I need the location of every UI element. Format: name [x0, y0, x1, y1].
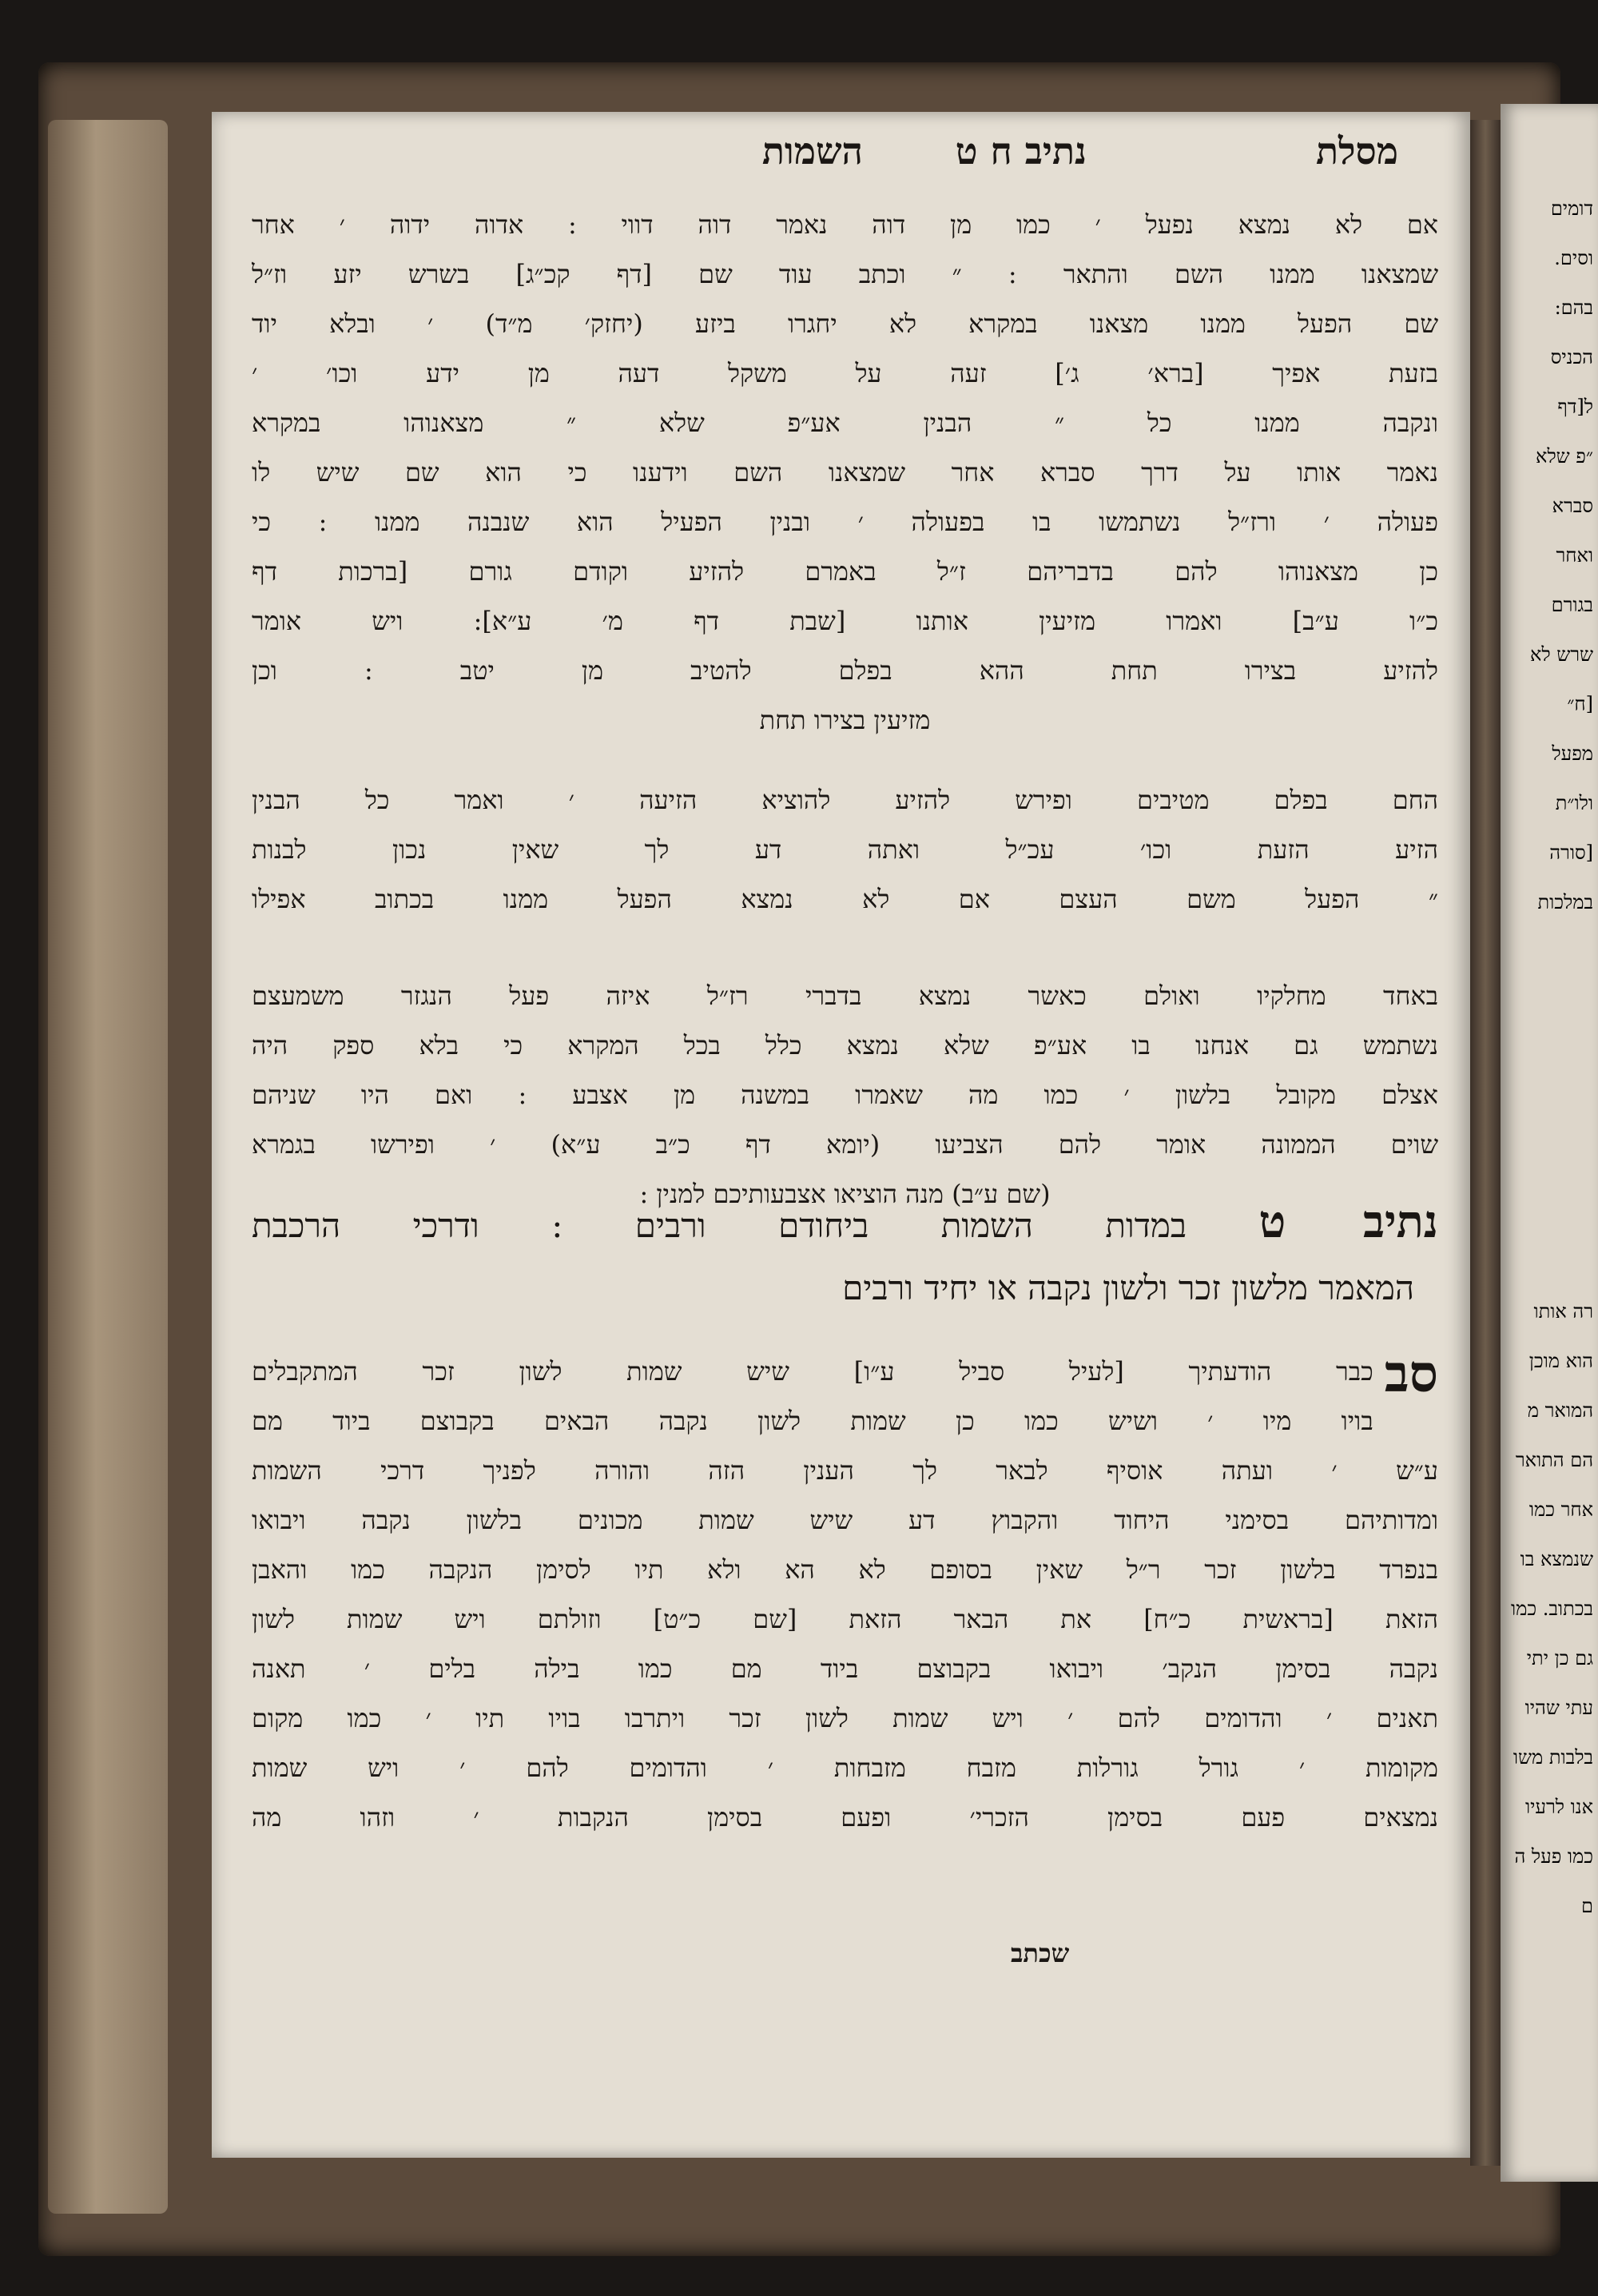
text-line: פעולה ׳ ורז״ל נשתמשו בו בפעולה ׳ ובנין הפעיל הוא שנבנה ממנו : כי	[252, 507, 1438, 537]
text-line: להזיע בצירו תחת ההא בפלם להטיב מן יטב : וכן	[252, 655, 1438, 686]
text-line: אם לא נמצא נפעל ׳ כמו מן דוה נאמר דוה דווי : אדוה ידוה ׳ אחר	[252, 209, 1438, 240]
header-right: מסלת	[1315, 129, 1398, 173]
fragment-line: בהם:	[1554, 296, 1593, 319]
chapter-heading-row	[252, 1191, 1438, 1257]
fragment-line: הוא מוכן	[1528, 1350, 1593, 1372]
chapter-title-1: במדות השמות ביחודם ורבים : ודרכי הרכבת	[252, 1206, 1187, 1245]
fragment-line: [סורה	[1549, 842, 1593, 864]
fragment-line: בלבות משו	[1513, 1746, 1593, 1769]
text-line: שם הפעל ממנו מצאנו במקרא לא יחגרו ביזע (יחזק׳ מ״ד) ׳ ובלא יוד	[252, 308, 1438, 339]
text-line: ומדותיהם בסימני היחוד והקבוץ דע שיש שמות מכונים בלשון נקבה ויבואו	[252, 1505, 1438, 1535]
text-line: (שם ע״ב) מנה הוציאו אצבעותיכם למנין :	[639, 1179, 1051, 1209]
text-line: בזעת אפיך [ברא׳ ג׳] זעה על משקל דעה מן ידע וכו׳ ׳	[252, 358, 1438, 388]
fragment-line: בכתוב. כמו	[1511, 1598, 1593, 1620]
fragment-line: שנמצא בו	[1520, 1548, 1593, 1570]
fragment-line: אנו לרעיו	[1524, 1796, 1593, 1818]
fragment-line: המואר מ	[1527, 1399, 1593, 1422]
fragment-line: הכניס	[1550, 346, 1593, 368]
text-line: שמצאנו ממנו השם והתאר : ״ וכתב עוד שם [דף קכ״ג] בשרש יזע וז״ל	[252, 259, 1438, 289]
fragment-line: שרש לא	[1529, 643, 1593, 666]
text-line: נמצאים פעם בסימן הזכרי׳ ופעם בסימן הנקבות ׳ וזהו מה	[252, 1802, 1438, 1832]
right-page-fragment	[1501, 104, 1598, 2182]
text-block-4	[252, 1344, 1438, 1842]
fragment-line: [ח״	[1567, 693, 1593, 715]
text-line: באחד מחלקיו ואולם כאשר נמצא בדברי רז״ל איזה פעל הנגזר משמעצם	[252, 981, 1438, 1011]
fragment-line: אחר כמו	[1528, 1498, 1593, 1521]
text-line: ע״ש ׳ ועתה אוסיף לבאר לך הענין הזה והורה לפניך דרכי השמות	[252, 1455, 1438, 1486]
drop-cap: סב	[1384, 1344, 1438, 1404]
text-line: החם בפלם מטיבים ופירש להזיע להוציא הזיעה ׳ ואמר כל הבנין	[252, 785, 1438, 815]
fragment-line: רה אותו	[1533, 1300, 1593, 1323]
fragment-line: הם התואר	[1515, 1449, 1593, 1471]
text-line: נאמר אותו על דרך סברא אחר שמצאנו השם וידענו כי הוא שם שיש לו	[252, 457, 1438, 487]
chapter-label: נתיב ט	[1258, 1196, 1438, 1248]
header-left: השמות	[761, 129, 863, 173]
fragment-line: ל[דף	[1557, 396, 1593, 418]
fragment-line: ולו״ת	[1555, 792, 1593, 814]
fragment-line: עתי שהיו	[1524, 1697, 1593, 1719]
fragment-line: וסים.	[1554, 247, 1593, 269]
fragment-line: במלכות	[1537, 891, 1593, 913]
fragment-line: מפעל	[1552, 742, 1593, 765]
right-page-bottom	[1502, 1287, 1598, 1931]
chapter-heading	[252, 1191, 1438, 1319]
text-line: ״ הפעל משם העצם אם לא נמצא הפעל ממנו בכתוב אפילו	[252, 884, 1438, 914]
fragment-line: בגורם	[1551, 594, 1593, 616]
text-block-1	[252, 200, 1438, 745]
chapter-title-2: המאמר מלשון זכר ולשון נקבה או יחיד ורבים	[842, 1268, 1414, 1307]
text-line: שוים הממונה אומר להם הצביעו (יומא דף כ״ב ע״א) ׳ ופירשו בגמרא	[252, 1129, 1438, 1160]
book-gutter	[1470, 120, 1501, 2166]
running-header	[212, 112, 1470, 200]
fragment-line: ״פ שלא	[1536, 445, 1593, 468]
catchword: שכתב	[1011, 1938, 1070, 1968]
text-line: כ״ו ע״ב] ואמרו מזיעין אותנו [שבת דף מ׳ ע״א]: ויש אומר	[252, 606, 1438, 636]
right-page-top	[1502, 184, 1598, 927]
header-middle: נתיב ח ט	[955, 129, 1087, 173]
text-block-2	[252, 775, 1438, 924]
text-line: נשתמש גם אנחנו בו אע״פ שלא נמצא כלל בכל המקרא כי בלא ספק היה	[252, 1030, 1438, 1060]
page-edges	[48, 120, 168, 2214]
text-line: מקומות ׳ גורל גורלות מזבח מזבחות ׳ והדומים להם ׳ ויש שמות	[252, 1753, 1438, 1783]
fragment-line: דומים	[1550, 197, 1593, 220]
text-line: ונקבה ממנו כל ״ הבנין אע״פ שלא ״ מצאנוהו במקרא	[252, 408, 1438, 438]
fragment-line: ואחר	[1556, 544, 1593, 567]
text-line: בנפרד בלשון זכר ר״ל שאין בסופם לא הא ולא תיו לסימן הנקבה כמו והאבן	[252, 1554, 1438, 1585]
fragment-line: גם כן יתי	[1526, 1647, 1593, 1669]
fragment-line: כמו פעל ה	[1514, 1845, 1593, 1868]
text-line: נקבה בסימן הנקב׳ ויבואו בקבוצם ביוד מם כמו בילה בלים ׳ תאנה	[252, 1653, 1438, 1684]
text-line: כבר הודעתיך [לעיל סביל ע״ו] שיש שמות לשון זכר המתקבלים	[252, 1356, 1373, 1387]
text-block-3	[252, 971, 1438, 1219]
left-page	[212, 112, 1470, 2158]
text-line: אצלם מקובל בלשון ׳ כמו מה שאמרו במשנה מן אצבע : ואם היו שניהם	[252, 1080, 1438, 1110]
text-line: הזאת [בראשית כ״ח] את הבאר הזאת [שם כ״ט] וזולתם ויש שמות לשון	[252, 1604, 1438, 1634]
fragment-line: ם	[1581, 1895, 1593, 1917]
text-line: מזיעין בצירו תחת	[759, 705, 931, 735]
fragment-line: סברא	[1552, 495, 1593, 517]
text-line: בויו מיו ׳ ושיש כמו כן שמות לשון נקבה הבאים בקבוצם ביוד מם	[252, 1406, 1373, 1436]
text-line: תאנים ׳ והדומים להם ׳ ויש שמות לשון זכר ויתרבו בויו תיו ׳ כמו מקום	[252, 1703, 1438, 1733]
text-line: כן מצאנוהו להם בדבריהם ז״ל באמרם להזיע וקודם גורם [ברכות דף	[252, 556, 1438, 587]
text-line: הזיע הזעת וכו׳ עכ״ל ואתה דע לך שאין נכון לבנות	[252, 834, 1438, 865]
